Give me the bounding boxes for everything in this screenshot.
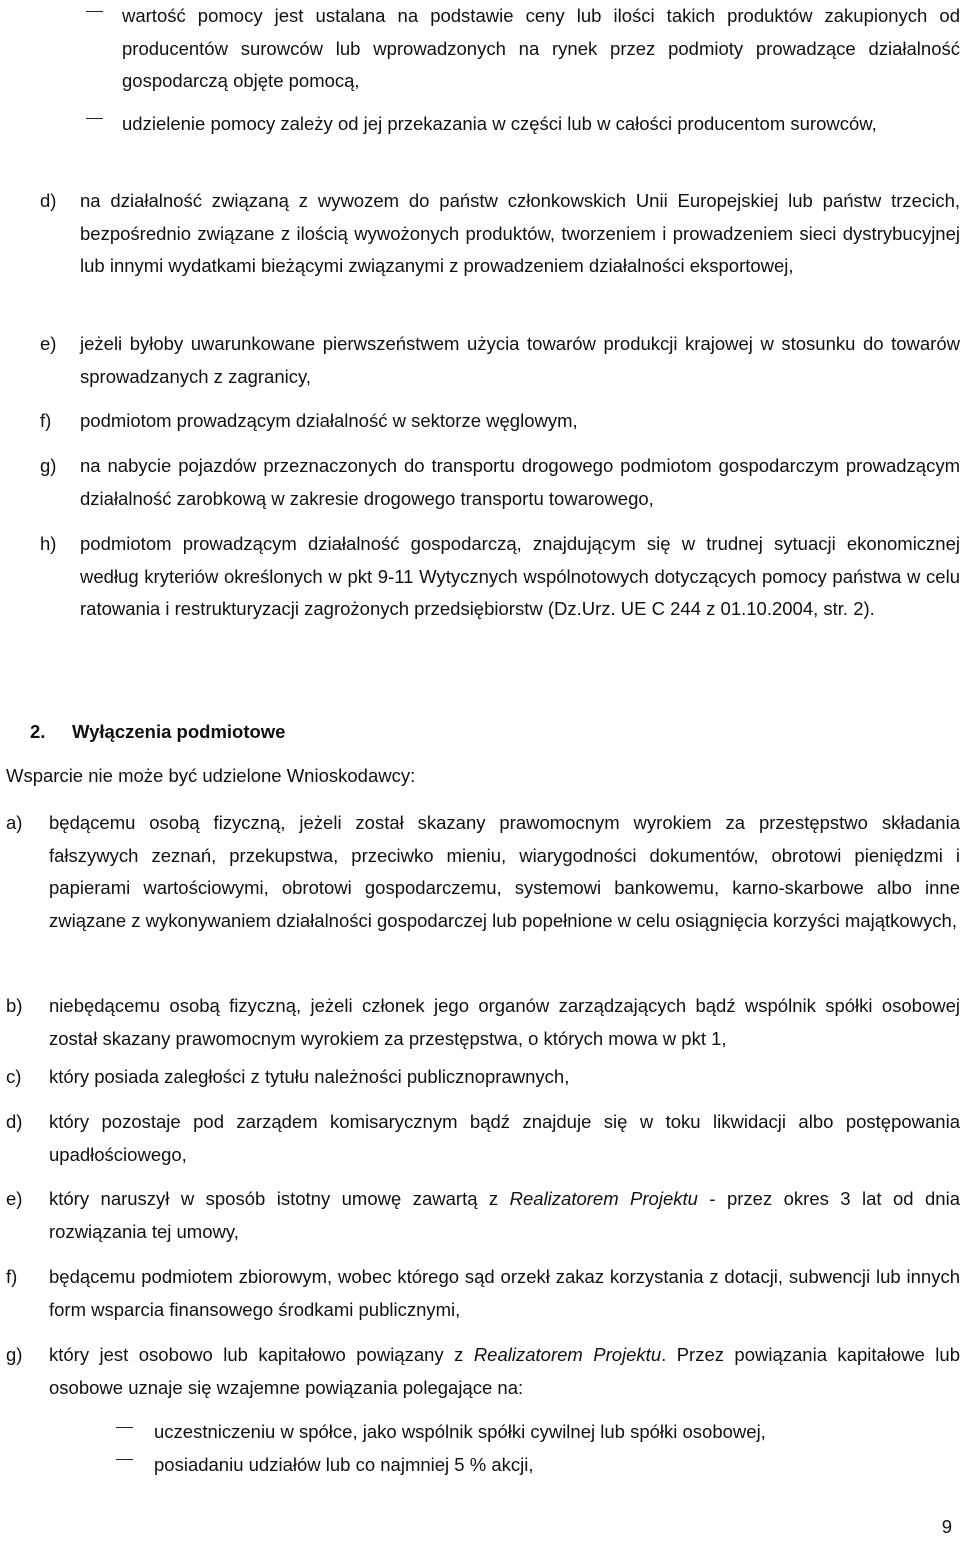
section-title: Wyłączenia podmiotowe [72,721,286,742]
list-item-text-part: . Przez powiązania kapitałowe lub osobowe uznaje się wzajemne powiązania polegające na: [49,1344,960,1398]
section-number: 2. [30,721,46,742]
list-marker: f) [40,410,52,431]
list-item-text: podmiotom prowadzącym działalność w sektorze węglowym, [80,410,578,431]
page-number: 9 [941,1516,952,1537]
italic-emphasis: Realizatorem Projektu [473,1344,662,1365]
italic-emphasis: Realizatorem Projektu [509,1188,698,1209]
list-item-text-part: który naruszył w sposób istotny umowę zawartą z [49,1188,510,1209]
list-marker: d) [40,190,57,211]
dash-bullet [86,11,103,12]
list-item-text: podmiotom prowadzącym działalność gospodarczą, znajdującym się w trudnej sytuacji ekonomicznej według kryteriów określonych w pkt 9-11 Wytycznych wspólnotowych dotyczących pomocy państwa w celu ratowania i restrukturyzacji zagrożonych przedsiębiorstw (Dz.Urz. UE C 244 z 01.10.2004, str. 2). [80,533,960,619]
dash-bullet [116,1459,133,1460]
list-marker: g) [6,1344,23,1365]
list-item-text-part: - przez okres 3 lat od dnia rozwiązania tej umowy, [49,1188,960,1242]
dash-bullet [86,118,103,119]
list-marker: a) [6,812,23,833]
list-marker: g) [40,455,57,476]
list-marker: e) [6,1188,23,1209]
list-item-text: na nabycie pojazdów przeznaczonych do transportu drogowego podmiotom gospodarczym prowadzącym działalność zarobkową w zakresie drogowego transportu towarowego, [80,455,960,509]
list-item-text [49,1339,960,1404]
dash-item-text: uczestniczeniu w spółce, jako wspólnik spółki cywilnej lub spółki osobowej, [154,1421,766,1442]
list-item-text: niebędącemu osobą fizyczną, jeżeli członek jego organów zarządzających bądź wspólnik spółki osobowej został skazany prawomocnym wyrokiem za przestępstwa, o których mowa w pkt 1, [49,995,960,1049]
list-item-text: będącemu podmiotem zbiorowym, wobec którego sąd orzekł zakaz korzystania z dotacji, subwencji lub innych form wsparcia finansowego środkami publicznymi, [49,1266,960,1320]
list-marker: b) [6,995,23,1016]
list-marker: d) [6,1111,23,1132]
list-item-text: na działalność związaną z wywozem do państw członkowskich Unii Europejskiej lub państw trzecich, bezpośrednio związane z ilością wywożonych produktów, tworzeniem i prowadzeniem sieci dystrybucyjnej lub innymi wydatkami bieżącymi związanymi z prowadzeniem działalności eksportowej, [80,190,960,276]
list-item-text: będącemu osobą fizyczną, jeżeli został skazany prawomocnym wyrokiem za przestępstwo składania fałszywych zeznań, przekupstwa, przeciwko mieniu, wiarygodności dokumentów, obrotowi pieniędzmi i papierami wartościowymi, obrotowi gospodarczemu, systemowi bankowemu, karno-skarbowe albo inne związane z wykonywaniem działalności gospodarczej lub popełnione w celu osiągnięcia korzyści majątkowych, [49,812,960,931]
list-item-text: który posiada zaległości z tytułu należności publicznoprawnych, [49,1066,570,1087]
dash-item-text: posiadaniu udziałów lub co najmniej 5 % akcji, [154,1454,534,1475]
list-marker: c) [6,1066,22,1087]
list-item-text: który pozostaje pod zarządem komisarycznym bądź znajduje się w toku likwidacji albo postępowania upadłościowego, [49,1111,960,1165]
list-item-text [49,1183,960,1248]
dash-item-text: udzielenie pomocy zależy od jej przekazania w części lub w całości producentom surowców, [122,113,877,134]
list-item-text: jeżeli byłoby uwarunkowane pierwszeństwem użycia towarów produkcji krajowej w stosunku do towarów sprowadzanych z zagranicy, [80,333,960,387]
list-item-text-part: który jest osobowo lub kapitałowo powiązany z [49,1344,474,1365]
list-marker: h) [40,533,57,554]
list-marker: e) [40,333,57,354]
section-intro: Wsparcie nie może być udzielone Wnioskodawcy: [6,765,416,786]
dash-item-text: wartość pomocy jest ustalana na podstawie ceny lub ilości takich produktów zakupionych od producentów surowców lub wprowadzonych na rynek przez podmioty prowadzące działalność gospodarczą objęte pomocą, [122,5,960,91]
list-marker: f) [6,1266,18,1287]
dash-bullet [116,1427,133,1428]
